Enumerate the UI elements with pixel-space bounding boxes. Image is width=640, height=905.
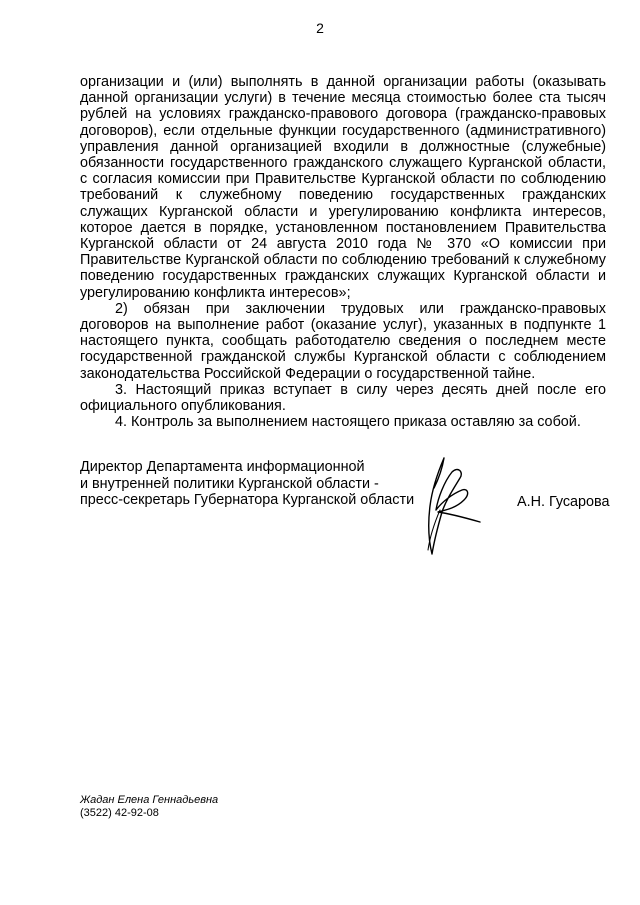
signer-name: А.Н. Гусарова xyxy=(517,494,610,510)
paragraph-item-3: 3. Настоящий приказ вступает в силу через десять дней после его официального опубликования. xyxy=(80,381,606,415)
paragraph-item-4: 4. Контроль за выполнением настоящего приказа оставляю за собой. xyxy=(115,414,581,431)
executor-info xyxy=(80,794,218,820)
signatory-title-line: Директор Департамента информационной xyxy=(80,459,365,475)
paragraph-continuation: организации и (или) выполнять в данной организации работы (оказывать данной организации услуги) в течение месяца стоимостью более ста тысяч рублей на условиях гражданско-правового договора (гражданско-правовых договоров), если отдельные функции государственного (административного) управления данной организацией входили в должностные (служебные) обязанности государственного гражданского служащего Курганской области, с согласия комиссии при Правительстве Курганской области по соблюдению требований к служебному поведению государственных гражданских служащих Курганской области и урегулированию конфликта интересов, которое дается в порядке, установленном постановлением Правительства Курганской области от 24 августа 2010 года № 370 «О комиссии при Правительстве Курганской области по соблюдению требований к служебному поведению государственных гражданских служащих Курганской области и урегулированию конфликта интересов»; xyxy=(80,74,606,301)
page-number: 2 xyxy=(316,20,324,36)
paragraph-item-2: 2) обязан при заключении трудовых или гражданско-правовых договоров на выполнение работ (оказание услуг), указанных в подпункте 1 настоящего пункта, сообщать работодателю сведения о последнем месте государственной гражданской службы Курганской области с соблюдением законодательства Российской Федерации о государственной тайне. xyxy=(80,300,606,382)
executor-phone: (3522) 42-92-08 xyxy=(80,807,159,819)
signatory-title-line: и внутренней политики Курганской области - xyxy=(80,475,379,492)
executor-name: Жадан Елена Геннадьевна xyxy=(80,794,219,806)
document-body xyxy=(80,74,606,430)
signatory-title-line: пресс-секретарь Губернатора Курганской области xyxy=(80,492,415,508)
handwritten-signature xyxy=(408,450,488,560)
signatory-title xyxy=(80,459,414,509)
